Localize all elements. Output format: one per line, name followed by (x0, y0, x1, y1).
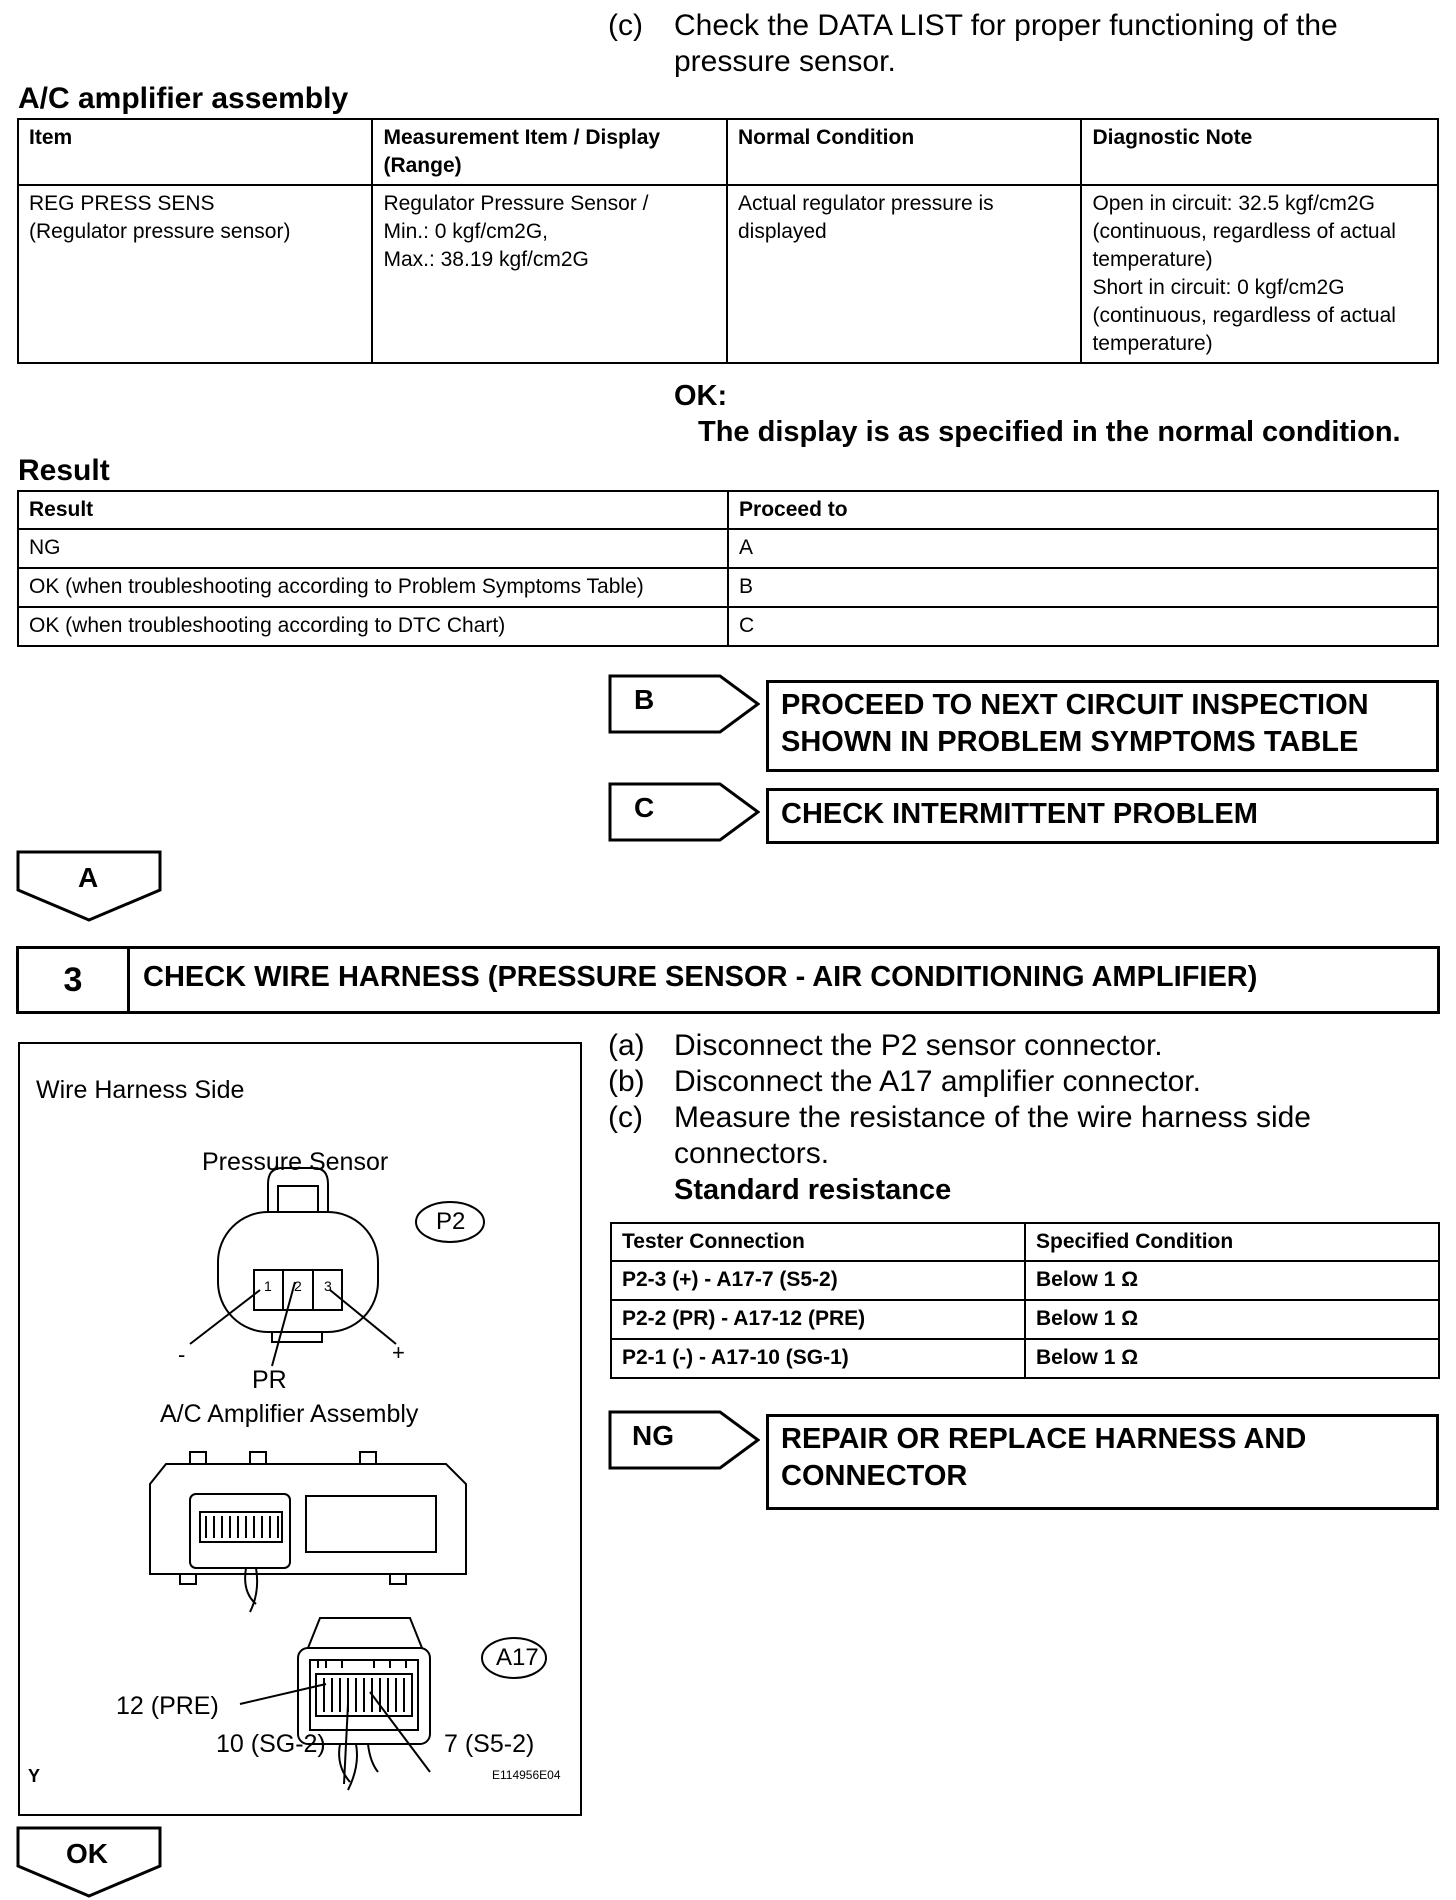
cell-normal: Actual regulator pressure is displayed (727, 185, 1081, 363)
branch-c-text: CHECK INTERMITTENT PROBLEM (781, 798, 1258, 830)
branch-b-line2: SHOWN IN PROBLEM SYMPTOMS TABLE (781, 726, 1359, 758)
ok-text: The display is as specified in the normal condition. (698, 416, 1401, 448)
branch-c-arrow (608, 782, 760, 842)
branch-ng-arrow (608, 1410, 760, 1470)
cell-item: REG PRESS SENS (Regulator pressure sensor) (18, 185, 372, 363)
col-header-note: Diagnostic Note (1081, 119, 1438, 185)
table-row: OK (when troubleshooting according to DTC Chart) C (18, 607, 1438, 646)
table-row (18, 185, 1438, 363)
a17-label: A17 (496, 1644, 539, 1671)
branch-c-label: C (634, 792, 655, 823)
amplifier-body (150, 1452, 466, 1612)
result-table (17, 490, 1439, 647)
branch-ng-line2: CONNECTOR (781, 1460, 968, 1492)
instruction-c: (c) Measure the resistance of the wire harness side (608, 1101, 1311, 1134)
plus-label: + (392, 1340, 405, 1365)
amp-section-title: A/C amplifier assembly (18, 82, 349, 115)
branch-ng-box (766, 1414, 1439, 1510)
table-row: P2-2 (PR) - A17-12 (PRE) Below 1 Ω (611, 1300, 1439, 1339)
cell-note: Open in circuit: 32.5 kgf/cm2G (continuous, regardless of actual temperature) Short in circuit: 0 kgf/cm2G (continuous, regardless of actual temperature) (1081, 185, 1438, 363)
minus-label: - (178, 1342, 186, 1367)
step-label: (c) (608, 9, 643, 42)
branch-ng-line1: REPAIR OR REPLACE HARNESS AND (781, 1423, 1307, 1455)
cell-measurement: Regulator Pressure Sensor / Min.: 0 kgf/cm2G, Max.: 38.19 kgf/cm2G (372, 185, 727, 363)
branch-b-arrow (608, 674, 760, 734)
ok-label: OK: (674, 380, 728, 412)
table-row: NG A (18, 529, 1438, 568)
pin-3-label: 3 (324, 1278, 332, 1294)
pin-7-label: 7 (S5-2) (444, 1730, 535, 1758)
step-text: Check the DATA LIST for proper functioning of the (674, 9, 1338, 42)
branch-b-line1: PROCEED TO NEXT CIRCUIT INSPECTION (781, 689, 1369, 721)
branch-b-box (766, 680, 1439, 772)
standard-resistance-title: Standard resistance (674, 1174, 952, 1206)
instruction-c-cont: connectors. (674, 1137, 830, 1170)
branch-c-box (766, 788, 1439, 844)
wiring-figure (18, 1042, 582, 1816)
col-header-tester: Tester Connection (611, 1223, 1025, 1261)
col-header-normal: Normal Condition (727, 119, 1081, 185)
step-c-top (608, 8, 1338, 44)
resistance-table (610, 1222, 1440, 1379)
result-title: Result (18, 454, 110, 487)
col-header-proceed: Proceed to (728, 491, 1438, 529)
step3-header (16, 946, 1440, 1014)
data-list-table (17, 118, 1439, 364)
instruction-b: (b) Disconnect the A17 amplifier connector. (608, 1065, 1201, 1098)
instruction-a: (a) Disconnect the P2 sensor connector. (608, 1029, 1163, 1062)
branch-ng-label: NG (632, 1420, 674, 1451)
step3-number: 3 (19, 949, 130, 1011)
pin-10-label: 10 (SG-2) (216, 1730, 326, 1758)
branch-ok-label: OK (66, 1838, 108, 1869)
step3-title: CHECK WIRE HARNESS (PRESSURE SENSOR - AIR CONDITIONING AMPLIFIER) (143, 961, 1258, 993)
table-row: P2-3 (+) - A17-7 (S5-2) Below 1 Ω (611, 1261, 1439, 1300)
col-header-result: Result (18, 491, 728, 529)
wire-harness-side-label: Wire Harness Side (36, 1076, 245, 1104)
p2-label: P2 (436, 1208, 466, 1235)
amp-assembly-label: A/C Amplifier Assembly (160, 1400, 419, 1428)
p2-connector (190, 1168, 396, 1366)
table-row: P2-1 (-) - A17-10 (SG-1) Below 1 Ω (611, 1339, 1439, 1378)
table-row: OK (when troubleshooting according to Problem Symptoms Table) B (18, 568, 1438, 607)
corner-y-label: Y (28, 1766, 41, 1786)
branch-a-label: A (78, 862, 99, 893)
col-header-item: Item (18, 119, 372, 185)
a17-connector (240, 1618, 430, 1790)
branch-b-label: B (634, 684, 655, 715)
figure-id: E114956E04 (492, 1768, 561, 1782)
pressure-sensor-label: Pressure Sensor (202, 1148, 389, 1176)
col-header-measurement: Measurement Item / Display (Range) (372, 119, 727, 185)
col-header-condition: Specified Condition (1025, 1223, 1439, 1261)
pr-label: PR (252, 1366, 287, 1394)
pin-12-label: 12 (PRE) (116, 1692, 219, 1720)
pin-2-label: 2 (294, 1278, 302, 1294)
pin-1-label: 1 (264, 1278, 272, 1294)
step-c-top-line2: pressure sensor. (674, 45, 896, 78)
